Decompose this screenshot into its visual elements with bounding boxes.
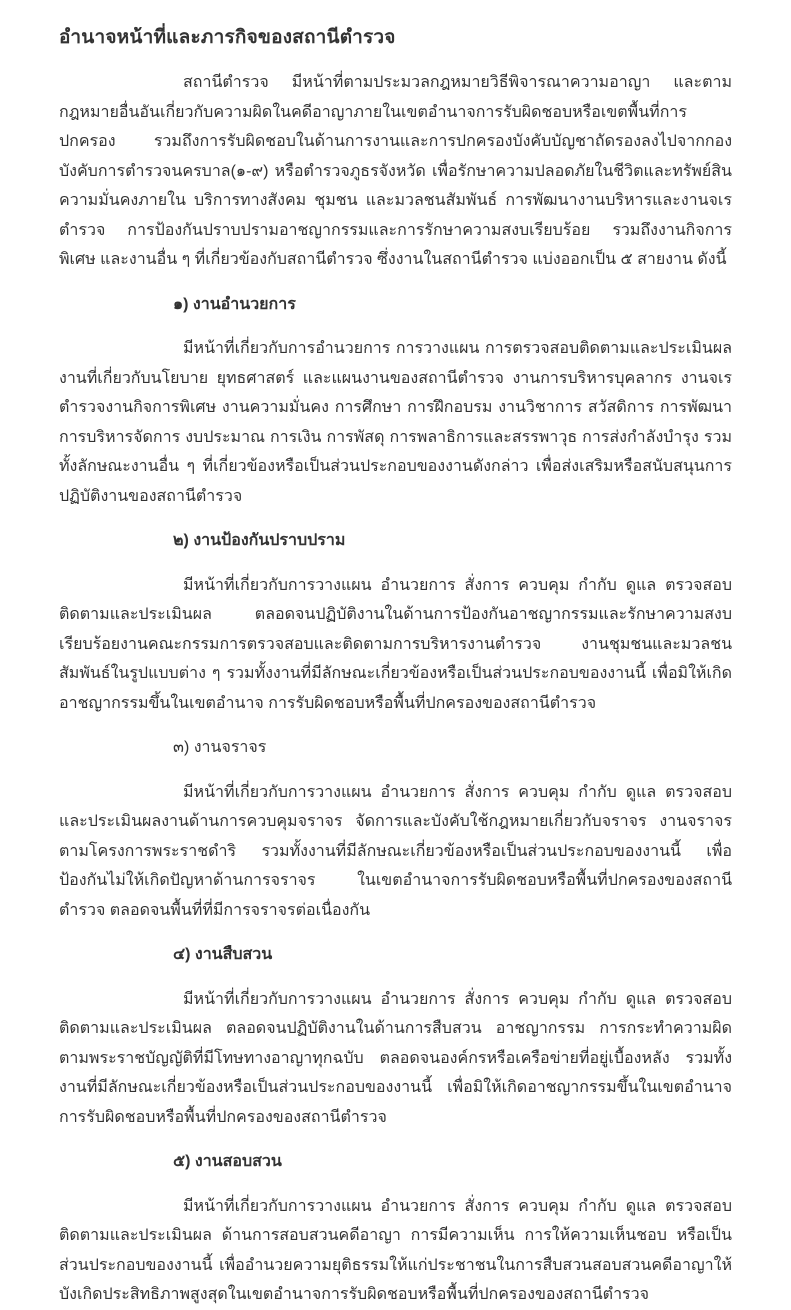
- section-paragraph-inquiry: มีหน้าที่เกี่ยวกับการวางแผน อำนวยการ สั่งการ ควบคุม กำกับ ดูแล ตรวจสอบติดตามและประเมินผล ด้านการสอบสวนคดีอาญา การมีความเห็น การให้ความเห็นชอบ หรือเป็นส่วนประกอบของงานนี้ เพื่ออำนวยความยุติธรรมให้แก่ประชาชนในการสืบสวนสอบสวนคดีอาญาให้บังเกิดประสิทธิภาพสูงสุดในเขตอำนาจการรับผิดชอบหรือพื้นที่ปกครองของสถานีตำรวจ: [59, 1197, 732, 1303]
- intro-paragraph: สถานีตำรวจ มีหน้าที่ตามประมวลกฎหมายวิธีพิจารณาความอาญา และตามกฎหมายอื่นอันเกี่ยวกับความผิดในคดีอาญาภายในเขตอำนาจการรับผิดชอบหรือเขตพื้นที่การปกครอง รวมถึงการรับผิดชอบในด้านการงานและการปกครองบังคับบัญชาถัดรองลงไปจากกองบังคับการตำรวจนครบาล(๑-๙) หรือตำรวจภูธรจังหวัด เพื่อรักษาความปลอดภัยในชีวิตและทรัพย์สิน ความมั่นคงภายใน บริการทางสังคม ชุมชน และมวลชนสัมพันธ์ การพัฒนางานบริหารและงานจเรตำรวจ การป้องกันปราบปรามอาชญากรรมและการรักษาความสงบเรียบร้อย รวมถึงงานกิจการพิเศษ และงานอื่น ๆ ที่เกี่ยวข้องกับสถานีตำรวจ ซึ่งงานในสถานีตำรวจ แบ่งออกเป็น ๕ สายงาน ดังนี้: [59, 74, 732, 268]
- section-investigation: [59, 940, 732, 1132]
- section-inquiry: [59, 1147, 732, 1310]
- document-title: อำนาจหน้าที่และภารกิจของสถานีตำรวจ: [59, 27, 396, 48]
- section-traffic: [59, 733, 732, 925]
- section-paragraph-crime-prevention-suppression: มีหน้าที่เกี่ยวกับการวางแผน อำนวยการ สั่งการ ควบคุม กำกับ ดูแล ตรวจสอบติดตามและประเมินผล ตลอดจนปฏิบัติงานในด้านการป้องกันอาชญากรรมและรักษาความสงบเรียบร้อยงานคณะกรรมการตรวจสอบและติดตามการบริหารงานตำรวจ งานชุมชนและมวลชนสัมพันธ์ในรูปแบบต่าง ๆ รวมทั้งงานที่มีลักษณะเกี่ยวข้องหรือเป็นส่วนประกอบของงานนี้ เพื่อมิให้เกิดอาชญากรรมขึ้นในเขตอำนาจ การรับผิดชอบหรือพื้นที่ปกครองของสถานีตำรวจ: [59, 576, 732, 712]
- section-paragraph-traffic: มีหน้าที่เกี่ยวกับการวางแผน อำนวยการ สั่งการ ควบคุม กำกับ ดูแล ตรวจสอบและประเมินผลงานด้านการควบคุมจราจร จัดการและบังคับใช้กฎหมายเกี่ยวกับจราจร งานจราจรตามโครงการพระราชดำริ รวมทั้งงานที่มีลักษณะเกี่ยวข้องหรือเป็นส่วนประกอบของงานนี้ เพื่อป้องกันไม่ให้เกิดปัญหาด้านการจราจร ในเขตอำนาจการรับผิดชอบหรือพื้นที่ปกครองของสถานีตำรวจ ตลอดจนพื้นที่ที่มีการจราจรต่อเนื่องกัน: [59, 783, 732, 919]
- section-heading-traffic: ๓) งานจราจร: [173, 739, 267, 756]
- section-heading-administration: ๑) งานอำนวยการ: [173, 295, 296, 313]
- section-administration: [59, 290, 732, 512]
- section-heading-inquiry: ๕) งานสอบสวน: [173, 1153, 282, 1170]
- section-paragraph-administration: มีหน้าที่เกี่ยวกับการอำนวยการ การวางแผน การตรวจสอบติดตามและประเมินผลงานที่เกี่ยวกับนโยบาย ยุทธศาสตร์ และแผนงานของสถานีตำรวจ งานการบริหารบุคลากร งานจเรตำรวจงานกิจการพิเศษ งานความมั่นคง การศึกษา การฝึกอบรม งานวิชาการ สวัสดิการ การพัฒนา การบริหารจัดการ งบประมาณ การเงิน การพัสดุ การพลาธิการและสรรพาวุธ การส่งกำลังบำรุง รวมทั้งลักษณะงานอื่น ๆ ที่เกี่ยวข้องหรือเป็นส่วนประกอบของงานดังกล่าว เพื่อส่งเสริมหรือสนับสนุนการปฏิบัติงานของสถานีตำรวจ: [59, 340, 732, 505]
- section-paragraph-investigation: มีหน้าที่เกี่ยวกับการวางแผน อำนวยการ สั่งการ ควบคุม กำกับ ดูแล ตรวจสอบติดตามและประเมินผล ตลอดจนปฏิบัติงานในด้านการสืบสวน อาชญากรรม การกระทำความผิดตามพระราชบัญญัติที่มีโทษทางอาญาทุกฉบับ ตลอดจนองค์กรหรือเครือข่ายที่อยู่เบื้องหลัง รวมทั้งงานที่มีลักษณะเกี่ยวข้องหรือเป็นส่วนประกอบของงานนี้ เพื่อมิให้เกิดอาชญากรรมขึ้นในเขตอำนาจการรับผิดชอบหรือพื้นที่ปกครองของสถานีตำรวจ: [59, 990, 732, 1126]
- section-crime-prevention-suppression: [59, 526, 732, 718]
- section-heading-investigation: ๔) งานสืบสวน: [173, 946, 273, 963]
- section-heading-crime-prevention-suppression: ๒) งานป้องกันปราบปราม: [173, 532, 346, 549]
